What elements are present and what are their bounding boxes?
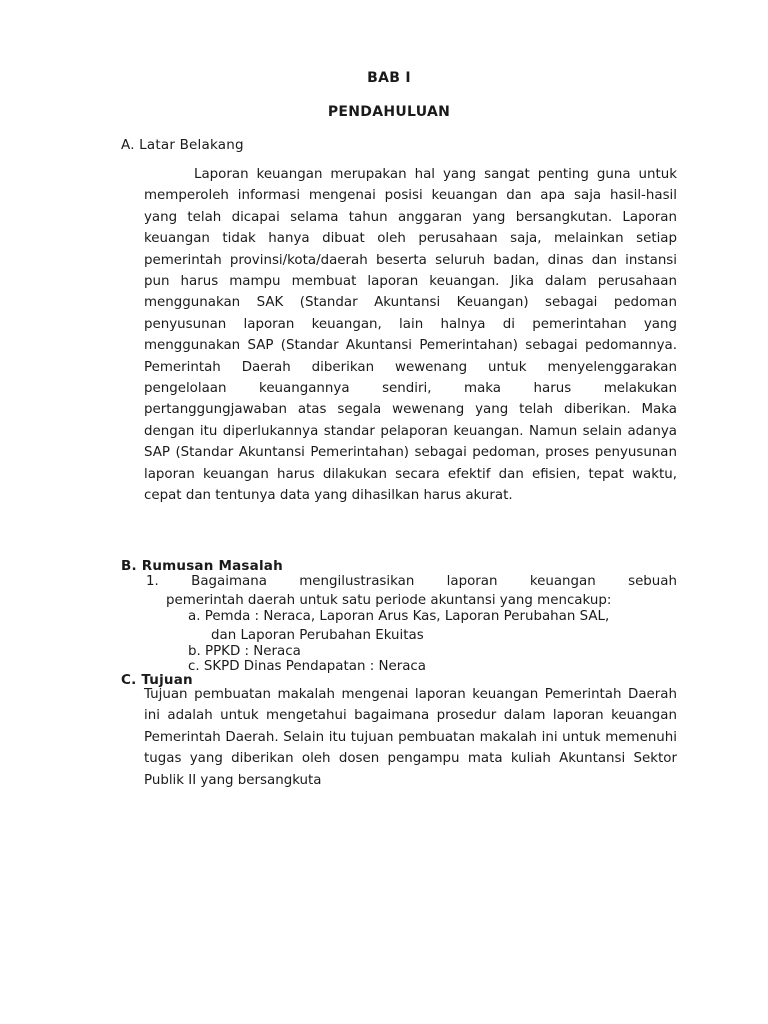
section-c-paragraph: Tujuan pembuatan makalah mengenai laporan keuangan Pemerintah Daerah ini adalah untuk mengetahui bagaimana prosedur dalam laporan keuangan Pemerintah Daerah. Selain itu tujuan pembuatan makalah ini untuk memenuhi tugas yang diberikan oleh dosen pengampu mata kuliah Akuntansi Sektor Publik II yang bersangkuta: [144, 687, 677, 788]
problem-item-1-line-2: pemerintah daerah untuk satu periode akuntansi yang mencakup:: [166, 593, 612, 608]
chapter-title: PENDAHULUAN: [327, 104, 451, 120]
chapter-number: BAB I: [367, 70, 411, 86]
section-a-heading: A. Latar Belakang: [121, 137, 244, 153]
problem-subitem-b: b. PPKD : Neraca: [188, 644, 301, 659]
problem-subitem-a: a. Pemda : Neraca, Laporan Arus Kas, Laporan Perubahan SAL,: [188, 609, 610, 624]
problem-item-1-line-1: 1. Bagaimana mengilustrasikan laporan keuangan sebuah: [146, 574, 677, 589]
section-c-heading: C. Tujuan: [121, 672, 193, 688]
section-a-paragraph: Laporan keuangan merupakan hal yang sangat penting guna untuk memperoleh informasi mengenai posisi keuangan dan apa saja hasil-hasil yang telah dicapai selama tahun anggaran yang bersangkutan. Laporan keuangan tidak hanya dibuat oleh perusahaan saja, melainkan setiap pemerintah provinsi/kota/daerah beserta seluruh badan, dinas dan instansi pun harus mampu membuat laporan keuangan. Jika dalam perusahaan menggunakan SAK (Standar Akuntansi Keuangan) sebagai pedoman penyusunan laporan keuangan, lain halnya di pemerintahan yang menggunakan SAP (Standar Akuntansi Pemerintahan) sebagai pedomannya. Pemerintah Daerah diberikan wewenang untuk menyelenggarakan pengelolaan keuangannya sendiri, maka harus melakukan pertanggungjawaban atas segala wewenang yang telah diberikan. Maka dengan itu diperlukannya standar pelaporan keuangan. Namun selain adanya SAP (Standar Akuntansi Pemerintahan) sebagai pedoman, proses penyusunan laporan keuangan harus dilakukan secara efektif dan efisien, tepat waktu, cepat dan tentunya data yang dihasilkan harus akurat.: [144, 167, 677, 504]
problem-subitem-a-continued: dan Laporan Perubahan Ekuitas: [211, 628, 424, 643]
problem-subitem-c: c. SKPD Dinas Pendapatan : Neraca: [188, 659, 426, 674]
section-b-heading: B. Rumusan Masalah: [121, 558, 283, 574]
